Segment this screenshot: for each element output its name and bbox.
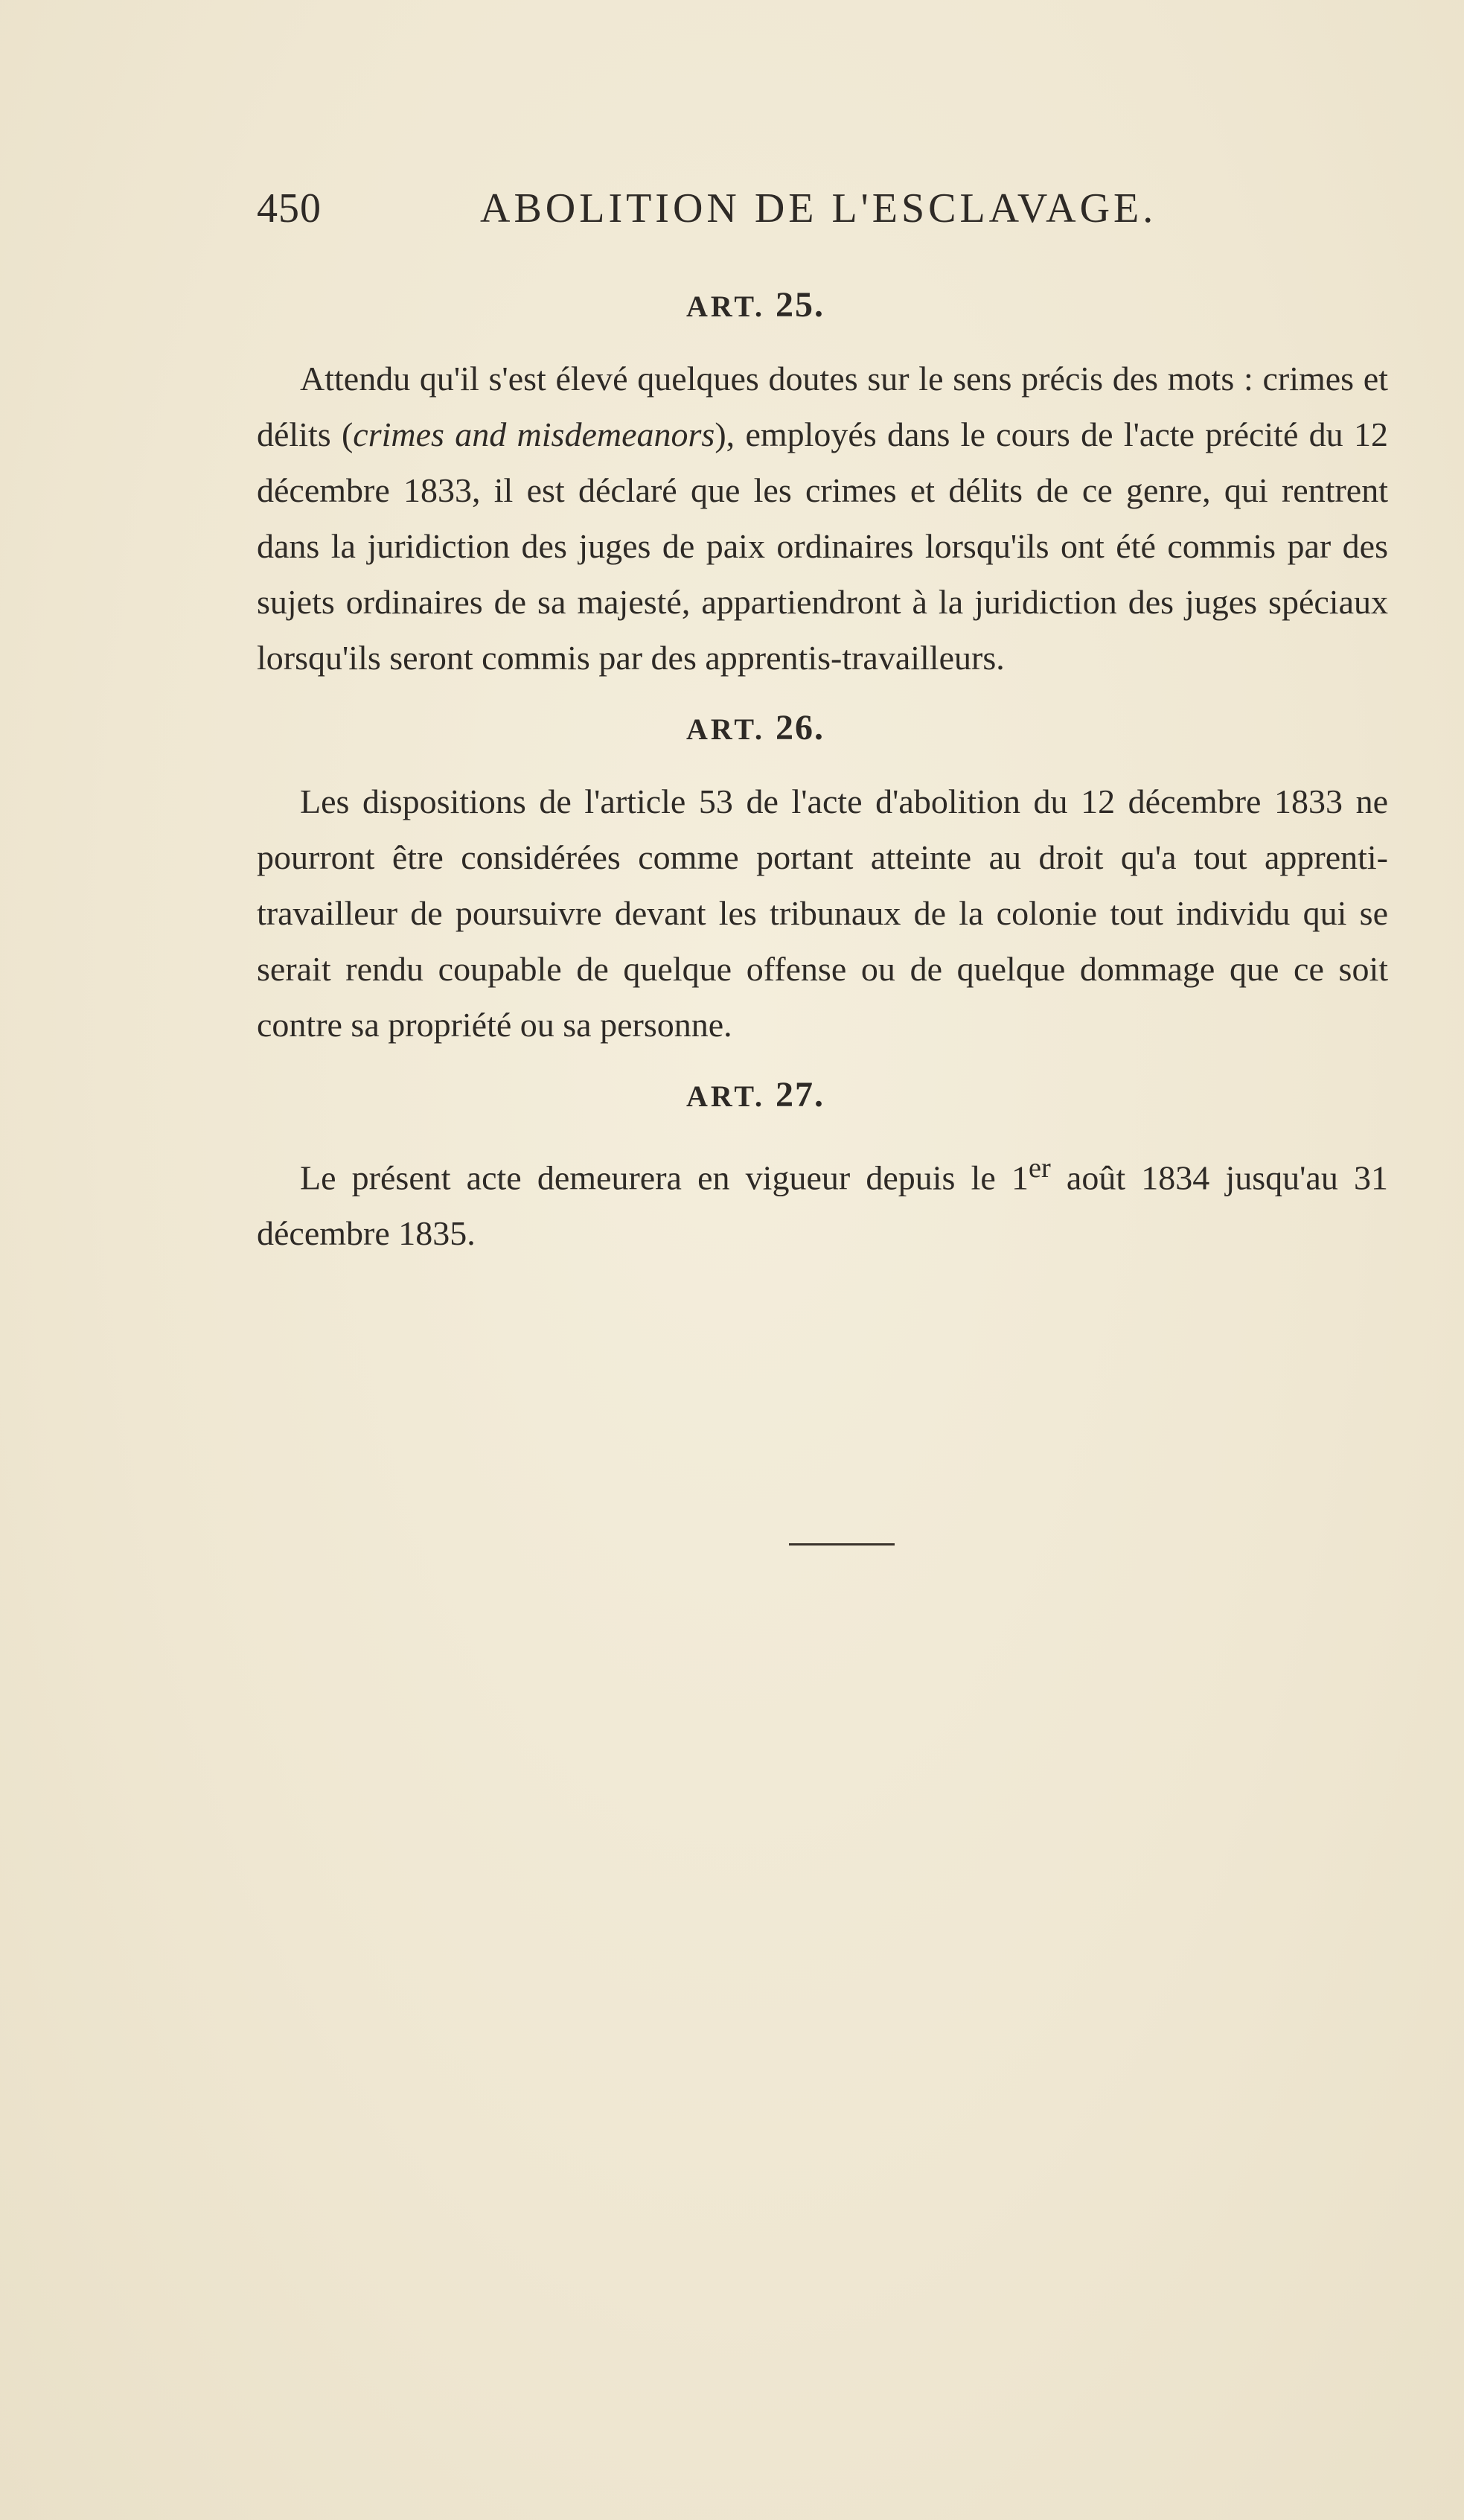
article-25-text-part-1: Attendu qu'il s'est élevé quelques doutes sur le sens précis des mots : crimes et délits ( — [257, 360, 1388, 453]
page-number: 450 — [257, 185, 322, 232]
article-number: 26. — [776, 708, 825, 747]
article-number: 27. — [776, 1075, 825, 1114]
article-25-text-part-2: ), employés dans le cours de l'acte précité du 12 décembre 1833, il est déclaré que les crimes et délits de ce genre, qui rentrent dans la juridiction des juges de paix ordinaires lorsqu'ils ont été commis par des sujets ordinaires de sa majesté, appartiendront à la juridiction des juges spéciaux lorsqu'ils seront commis par des apprentis-travailleurs. — [257, 415, 1388, 677]
article-25-italic-term: crimes and misdemeanors — [353, 415, 715, 453]
article-27-text-part-1: Le présent acte demeurera en vigueur depuis le 1 — [300, 1158, 1029, 1197]
article-27-paragraph — [257, 1141, 1388, 1261]
article-27-text-part-2: août 1834 jusqu'au 31 décembre 1835. — [257, 1158, 1388, 1253]
page-header — [257, 185, 1254, 244]
body-text — [257, 279, 1388, 1261]
article-label: ART. — [685, 290, 766, 323]
article-heading-25 — [257, 279, 1388, 331]
article-25-paragraph — [257, 351, 1388, 686]
end-rule — [789, 1543, 895, 1546]
running-title: ABOLITION DE L'ESCLAVAGE. — [480, 185, 1157, 232]
article-26-paragraph: Les dispositions de l'article 53 de l'acte d'abolition du 12 décembre 1833 ne pourront être considérées comme portant atteinte au droit qu'a tout apprenti-travailleur de poursuivre devant les tribunaux de la colonie tout individu qui se serait rendu coupable de quelque offense ou de quelque dommage que ce soit contre sa propriété ou sa personne. — [257, 782, 1388, 1044]
article-27-superscript: er — [1028, 1152, 1051, 1184]
article-heading-26 — [257, 702, 1388, 754]
article-heading-27 — [257, 1069, 1388, 1121]
article-number: 25. — [776, 285, 825, 325]
article-label: ART. — [685, 1079, 766, 1113]
article-label: ART. — [685, 712, 766, 746]
